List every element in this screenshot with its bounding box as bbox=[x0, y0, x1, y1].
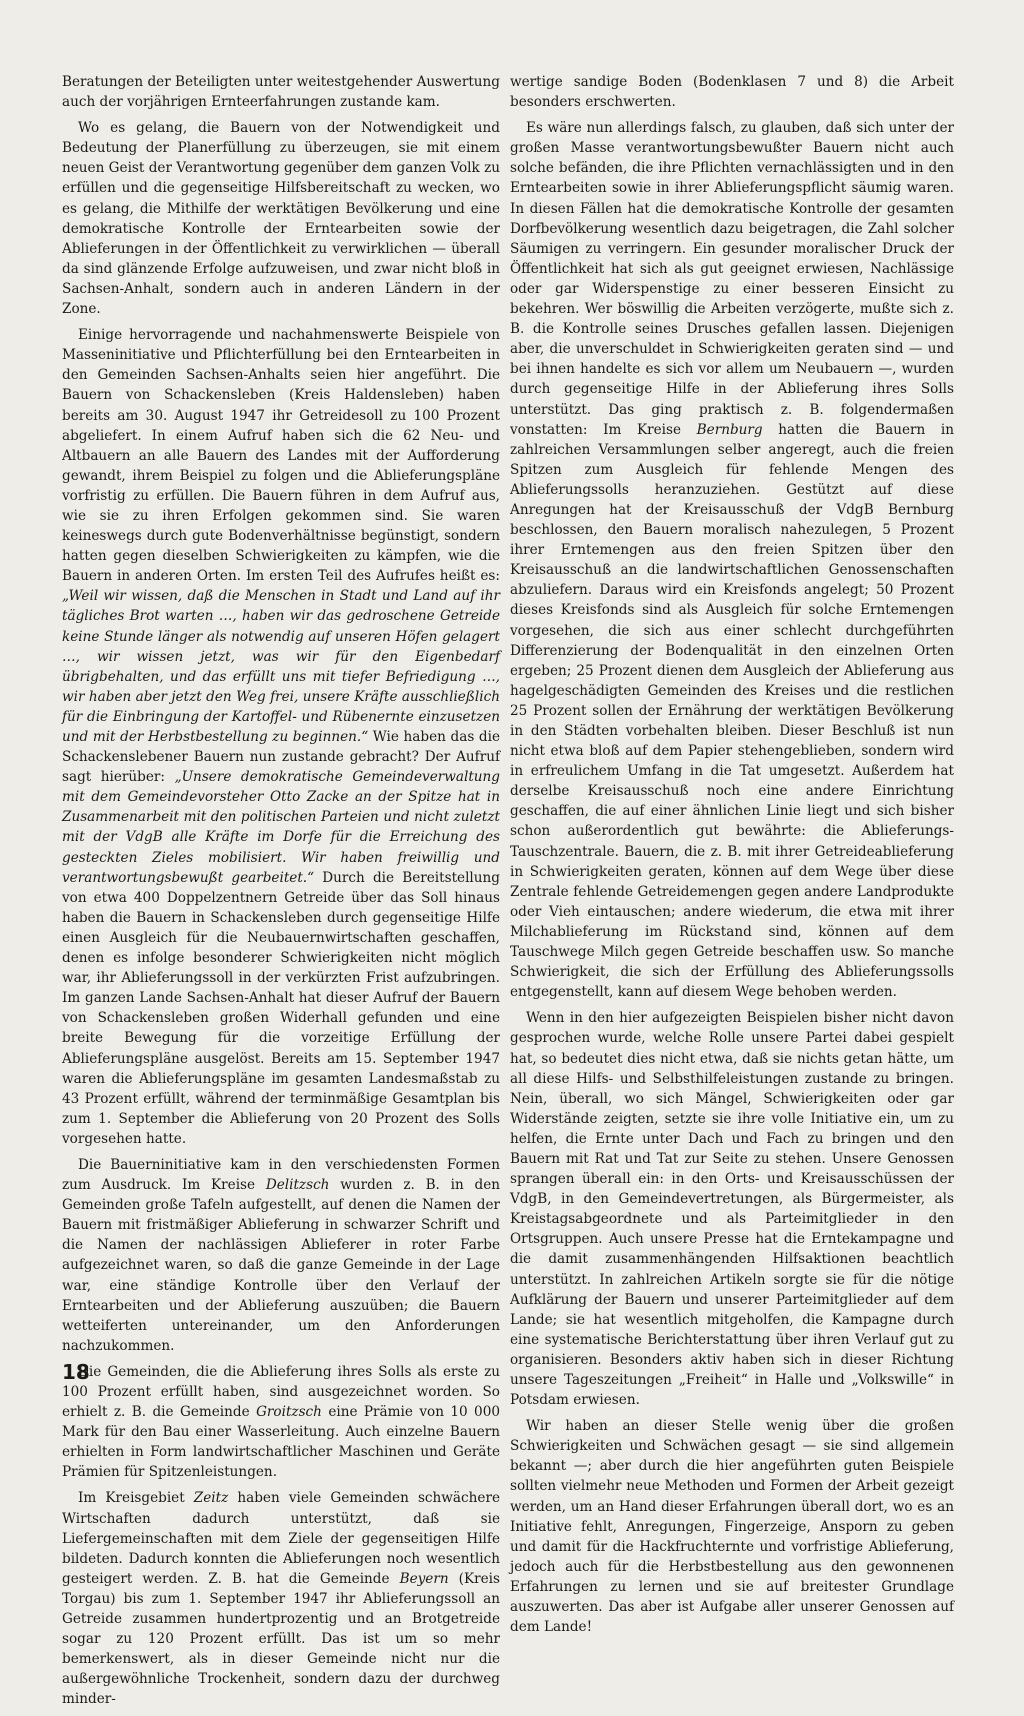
paragraph: Im Kreisgebiet Zeitz haben viele Gemeinden schwächere Wirtschaften dadurch unterstützt, daß sie Liefergemeinschaften mit dem Ziele der gegenseitigen Hilfe bildeten. Dadurch konnten die Ablieferungen noch wesentlich gesteigert werden. Z. B. hat die Gemeinde Beyern (Kreis Torgau) bis zum 1. September 1947 ihr Ablieferungssoll an Getreide zusammen hundertprozentig und an Brotgetreide sogar zu 120 Prozent erfüllt. Das ist um so mehr bemerkenswert, als in dieser Gemeinde nicht nur die außergewöhnliche Trockenheit, sondern dazu der durchweg minder- bbox=[62, 1490, 500, 1708]
place-name: Groitzsch bbox=[256, 1404, 322, 1421]
left-column bbox=[62, 72, 500, 1716]
place-name: Zeitz bbox=[193, 1490, 229, 1507]
paragraph: Die Gemeinden, die die Ablieferung ihres Solls als erste zu 100 Prozent erfüllt haben, sind ausgezeichnet worden. So erhielt z. B. die Gemeinde Groitzsch eine Prämie von 10 000 Mark für den Bau einer Wasserleitung. Auch einzelne Bauern erhielten in Form landwirtschaftlicher Maschinen und Geräte Prämien für Spitzenleistungen. bbox=[62, 1363, 500, 1481]
paragraph: Einige hervorragende und nachahmenswerte Beispiele von Masseninitiative und Pflichterfüllung bei den Erntearbeiten in den Gemeinden Sachsen-Anhalts seien hier angeführt. Die Bauern von Schackensleben (Kreis Haldensleben) haben bereits am 30. August 1947 ihr Getreidesoll zu 100 Prozent abgeliefert. In einem Aufruf haben sich die 62 Neu- und Altbauern an alle Bauern des Landes mit der Aufforderung gewandt, ihrem Beispiel zu folgen und die Ablieferungspläne vorfristig zu erfüllen. Die Bauern führen in dem Aufruf aus, wie sie zu ihren Erfolgen gekommen sind. Sie waren keineswegs durch gute Bodenverhältnisse begünstigt, sondern hatten gegen dieselben Schwierigkeiten zu kämpfen, wie die Bauern in anderen Orten. Im ersten Teil des Aufrufes heißt es: „Weil wir wissen, daß die Menschen in Stadt und Land auf ihr tägliches Brot warten …, haben wir das gedroschene Getreide keine Stunde länger als notwendig auf unseren Höfen gelagert …, wir wissen jetzt, was wir für den Eigenbedarf übrigbehalten, und das erfüllt uns mit tiefer Befriedigung …, wir haben aber jetzt den Weg frei, unsere Kräfte ausschließlich für die Einbringung der Kartoffel- und Rübenernte einzusetzen und mit der Herbstbestellung zu beginnen.“ Wie haben das die Schackenslebener Bauern nun zustande gebracht? Der Aufruf sagt hierüber: „Unsere demokratische Gemeindeverwaltung mit dem Gemeindevorsteher Otto Zacke an der Spitze hat in Zusammenarbeit mit den politischen Parteien und nicht zuletzt mit der VdgB alle Kräfte im Dorfe für die Erreichung des gesteckten Zieles mobilisiert. Wir haben freiwillig und verantwortungsbewußt gearbeitet.“ Durch die Bereitstellung von etwa 400 Doppelzentnern Getreide über das Soll hinaus haben die Bauern in Schackensleben durch gegenseitige Hilfe einen Ausgleich für die Neubauernwirtschaften geschaffen, denen es infolge besonderer Schwierigkeiten nicht möglich war, ihr Ablieferungssoll in der verkürzten Frist aufzubringen. Im ganzen Lande Sachsen-Anhalt hat dieser Aufruf der Bauern von Schackensleben großen Widerhall gefunden und eine breite Bewegung für die vorzeitige Erfüllung der Ablieferungspläne ausgelöst. Bereits am 15. September 1947 waren die Ablieferungspläne im gesamten Landesmaßstab zu 43 Prozent erfüllt, während der terminmäßige Gesamtplan bis zum 1. September die Ablieferung von 20 Prozent des Solls vorgesehen hatte. bbox=[62, 327, 500, 1147]
place-name: Delitzsch bbox=[265, 1177, 330, 1194]
place-name: Bernburg bbox=[696, 421, 763, 438]
paragraph: wertige sandige Boden (Bodenklasen 7 und 8) die Arbeit besonders erschwerten. bbox=[510, 74, 954, 111]
place-name: Beyern bbox=[399, 1570, 449, 1587]
quote: „Unsere demokratische Gemeindeverwaltung mit dem Gemeindevorsteher Otto Zacke an der Spitze hat in Zusammenarbeit mit den politischen Parteien und nicht zuletzt mit der VdgB alle Kräfte im Dorfe für die Erreichung des gesteckten Zieles mobilisiert. Wir haben freiwillig und verantwortungsbewußt gearbeitet.“ bbox=[62, 769, 500, 886]
paragraph: Wenn in den hier aufgezeigten Beispielen bisher nicht davon gesprochen wurde, welche Rolle unsere Partei dabei gespielt hat, so bedeutet dies nicht etwa, daß sie nichts getan hätte, um all diese Hilfs- und Selbsthilfeleistungen zustande zu bringen. Nein, überall, wo sich Mängel, Schwierigkeiten oder gar Widerstände zeigten, setzte sie ihre volle Initiative ein, um zu helfen, die Ernte unter Dach und Fach zu bringen und den Bauern mit Rat und Tat zur Seite zu stehen. Unsere Genossen sprangen überall ein: in den Orts- und Kreisausschüssen der VdgB, in den Gemeindevertretungen, als Bürgermeister, als Kreistagsabgeordnete und als Parteimitglieder in den Ortsgruppen. Auch unsere Presse hat die Erntekampagne und die damit zusammenhängenden Hilfsaktionen beachtlich unterstützt. In zahlreichen Artikeln sorgte sie für die nötige Aufklärung der Bauern und unserer Parteimitglieder auf dem Lande; sie hat wesentlich mitgeholfen, die Kampagne durch eine systematische Berichterstattung über ihren Verlauf gut zu organisieren. Besonders aktiv haben sich in dieser Richtung unsere Tageszeitungen „Freiheit“ in Halle und „Volkswille“ in Potsdam erwiesen. bbox=[510, 1010, 954, 1409]
paragraph: Wo es gelang, die Bauern von der Notwendigkeit und Bedeutung der Planerfüllung zu überzeugen, sie mit einem neuen Geist der Verantwortung gegenüber dem ganzen Volk zu erfüllen und die gegenseitige Hilfsbereitschaft zu wecken, wo es gelang, die Mithilfe der werktätigen Bevölkerung und eine demokratische Kontrolle der Erntearbeiten sowie der Ablieferungen in der Öffentlichkeit zu verwirklichen — überall da sind glänzende Erfolge aufzuweisen, und zwar nicht bloß in Sachsen-Anhalt, sondern auch in anderen Ländern in der Zone. bbox=[62, 120, 500, 318]
quote: „Weil wir wissen, daß die Menschen in Stadt und Land auf ihr tägliches Brot warten …, haben wir das gedroschene Getreide keine Stunde länger als notwendig auf unseren Höfen gelagert …, wir wissen jetzt, was wir für den Eigenbedarf übrigbehalten, und das erfüllt uns mit tiefer Befriedigung …, wir haben aber jetzt den Weg frei, unsere Kräfte ausschließlich für die Einbringung der Kartoffel- und Rübenernte einzusetzen und mit der Herbstbestellung zu beginnen.“ bbox=[62, 588, 500, 745]
page-number: 18 bbox=[62, 1360, 90, 1384]
right-column bbox=[510, 72, 954, 1643]
paragraph: Wir haben an dieser Stelle wenig über die großen Schwierigkeiten und Schwächen gesagt — sie sind allgemein bekannt —; aber durch die hier angeführten guten Beispiele sollten vielmehr neue Methoden und Formen der Arbeit gezeigt werden, um an Hand dieser Erfahrungen überall dort, wo es an Initiative fehlt, Anregungen, Fingerzeige, Ansporn zu geben und damit für die Hackfruchternte und vorfristige Ablieferung, jedoch auch für die Herbstbestellung aus den gewonnenen Erfahrungen zu lernen und sie auf breitester Grundlage auszuwerten. Das aber ist Aufgabe aller unserer Genossen auf dem Lande! bbox=[510, 1418, 954, 1636]
paragraph: Beratungen der Beteiligten unter weitestgehender Auswertung auch der vorjährigen Ernteerfahrungen zustande kam. bbox=[62, 74, 500, 111]
paragraph: Es wäre nun allerdings falsch, zu glauben, daß sich unter der großen Masse verantwortungsbewußter Bauern nicht auch solche befänden, die ihre Pflichten vernachlässigten und in den Erntearbeiten sowie in ihrer Ablieferungspflicht säumig waren. In diesen Fällen hat die demokratische Kontrolle der gesamten Dorfbevölkerung wesentlich dazu beigetragen, die Zahl solcher Säumigen zu verringern. Ein gesunder moralischer Druck der Öffentlichkeit hat sich als gut geeignet erwiesen, Nachlässige oder gar Widerspenstige zu einer besseren Einsicht zu bekehren. Wer böswillig die Arbeiten verzögerte, mußte sich z. B. die Kontrolle seines Drusches gefallen lassen. Diejenigen aber, die unverschuldet in Schwierigkeiten geraten sind — und bei ihnen handelte es sich vor allem um Neubauern —, wurden durch gegenseitige Hilfe in der Ablieferung ihres Solls unterstützt. Das ging praktisch z. B. folgendermaßen vonstatten: Im Kreise Bernburg hatten die Bauern in zahlreichen Versammlungen selber angeregt, auch die freien Spitzen zum Ausgleich für fehlende Mengen des Ablieferungssolls heranzuziehen. Gestützt auf diese Anregungen hat der Kreisausschuß der VdgB Bernburg beschlossen, den Bauern moralisch nahezulegen, 5 Prozent ihrer Erntemengen aus den freien Spitzen über den Kreisausschuß an die landwirtschaftlichen Genossenschaften abzuliefern. Daraus wird ein Kreisfonds angelegt; 50 Prozent dieses Kreisfonds sind als Ausgleich für solche Erntemengen vorgesehen, die sich aus einer schlecht durchgeführten Differenzierung der Bodenqualität in den einzelnen Orten ergeben; 25 Prozent dienen dem Ausgleich der Ablieferung aus hagelgeschädigten Gemeinden des Kreises und die restlichen 25 Prozent sollen der Ernährung der werktätigen Bevölkerung in den Städten vorbehalten bleiben. Dieser Beschluß ist nun nicht etwa bloß auf dem Papier stehengeblieben, sondern wird in erfreulichem Umfang in die Tat umgesetzt. Außerdem hat derselbe Kreisausschuß noch eine andere Einrichtung geschaffen, die auf einer ähnlichen Linie liegt und sich bisher schon außerordentlich gut bewährte: die Ablieferungs-Tauschzentrale. Bauern, die z. B. mit ihrer Getreideablieferung in Schwierigkeiten geraten, können auf dem Wege über diese Zentrale fehlende Getreidemengen gegen andere Landprodukte oder Vieh eintauschen; andere wiederum, die etwa mit ihrer Milchablieferung im Rückstand sind, können auf dem Tauschwege Milch gegen Getreide beschaffen usw. So manche Schwierigkeit, die sich der Erfüllung des Ablieferungssolls entgegenstellt, kann auf diesem Wege behoben werden. bbox=[510, 120, 955, 1001]
paragraph: Die Bauerninitiative kam in den verschiedensten Formen zum Ausdruck. Im Kreise Delitzsch wurden z. B. in den Gemeinden große Tafeln aufgestellt, auf denen die Namen der Bauern mit fristmäßiger Ablieferung in schwarzer Schrift und die Namen der nachlässigen Ablieferer in roter Farbe aufgezeichnet waren, so daß die ganze Gemeinde in der Lage war, eine ständige Kontrolle über den Verlauf der Erntearbeiten und der Ablieferung auszuüben; die Bauern wetteiferten untereinander, um den Anforderungen nachzukommen. bbox=[62, 1156, 500, 1354]
